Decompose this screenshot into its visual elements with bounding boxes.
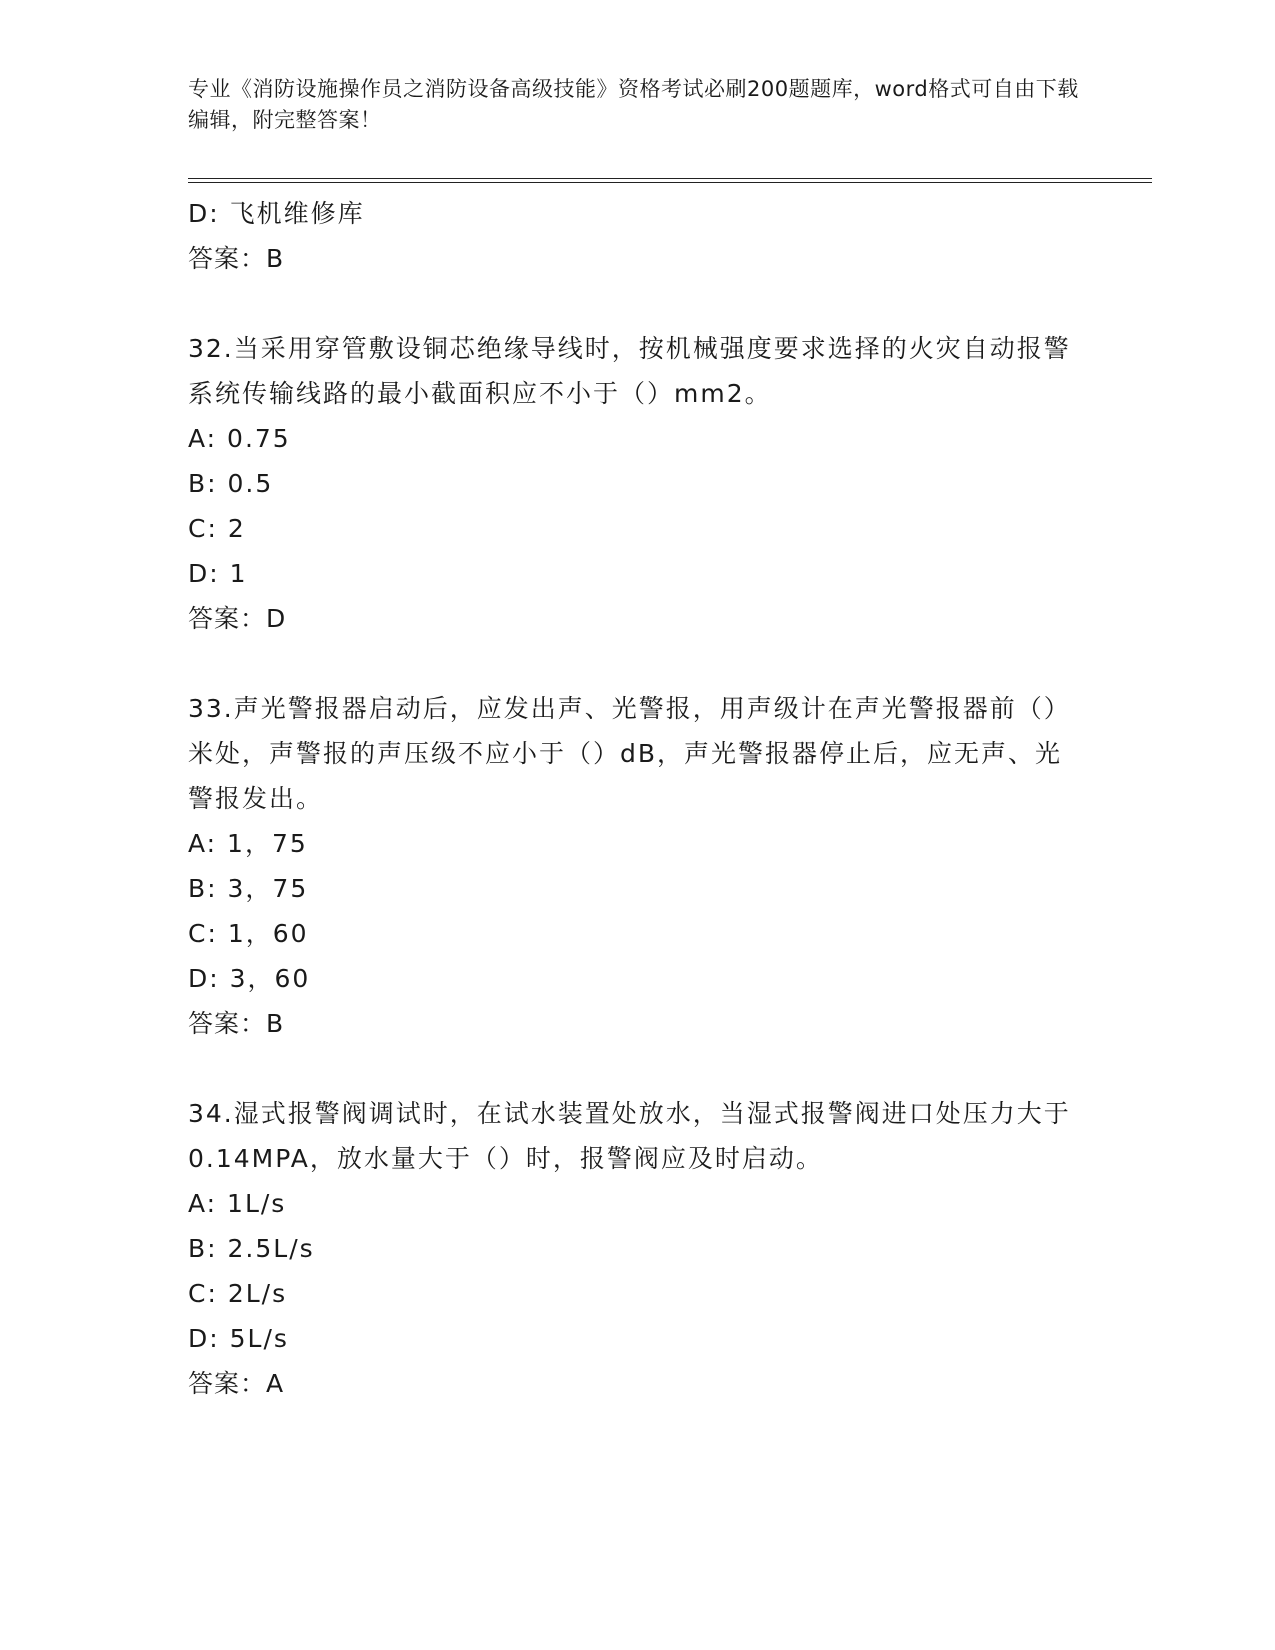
answer-line: 答案：B xyxy=(188,244,285,273)
option-d: D: 3，60 xyxy=(188,964,311,993)
answer-line: 答案：D xyxy=(188,604,287,633)
spacer xyxy=(188,1046,1088,1091)
answer-line: 答案：B xyxy=(188,1009,285,1038)
option-c: C: 2 xyxy=(188,514,246,543)
spacer xyxy=(188,281,1088,326)
option-a: A: 1，75 xyxy=(188,829,308,858)
header-rule-bottom xyxy=(188,182,1152,183)
header-rule-top xyxy=(188,178,1152,179)
answer-line: 答案：A xyxy=(188,1369,285,1398)
question-text: 34.湿式报警阀调试时，在试水装置处放水，当湿式报警阀进口处压力大于0.14MPA，放水量大于（）时，报警阀应及时启动。 xyxy=(188,1099,1071,1173)
option-b: B: 3，75 xyxy=(188,874,309,903)
option-b: B: 0.5 xyxy=(188,469,274,498)
option-d: D: 5L/s xyxy=(188,1324,289,1353)
option-a: A: 1L/s xyxy=(188,1189,287,1218)
option-c: C: 2L/s xyxy=(188,1279,288,1308)
question-text: 33.声光警报器启动后，应发出声、光警报，用声级计在声光警报器前（）米处，声警报的声压级不应小于（）dB，声光警报器停止后，应无声、光警报发出。 xyxy=(188,694,1071,813)
spacer xyxy=(188,641,1088,686)
option-b: B: 2.5L/s xyxy=(188,1234,315,1263)
question-text: 32.当采用穿管敷设铜芯绝缘导线时，按机械强度要求选择的火灾自动报警系统传输线路的最小截面积应不小于（）mm2。 xyxy=(188,334,1071,408)
option-d: D: 1 xyxy=(188,559,248,588)
question-list xyxy=(188,191,1088,1406)
document-header: 专业《消防设施操作员之消防设备高级技能》资格考试必刷200题题库，word格式可自由下载编辑，附完整答案！ xyxy=(188,77,1079,132)
option-a: A: 0.75 xyxy=(188,424,291,453)
option-c: C: 1，60 xyxy=(188,919,309,948)
option-d: D: 飞机维修库 xyxy=(188,199,365,228)
